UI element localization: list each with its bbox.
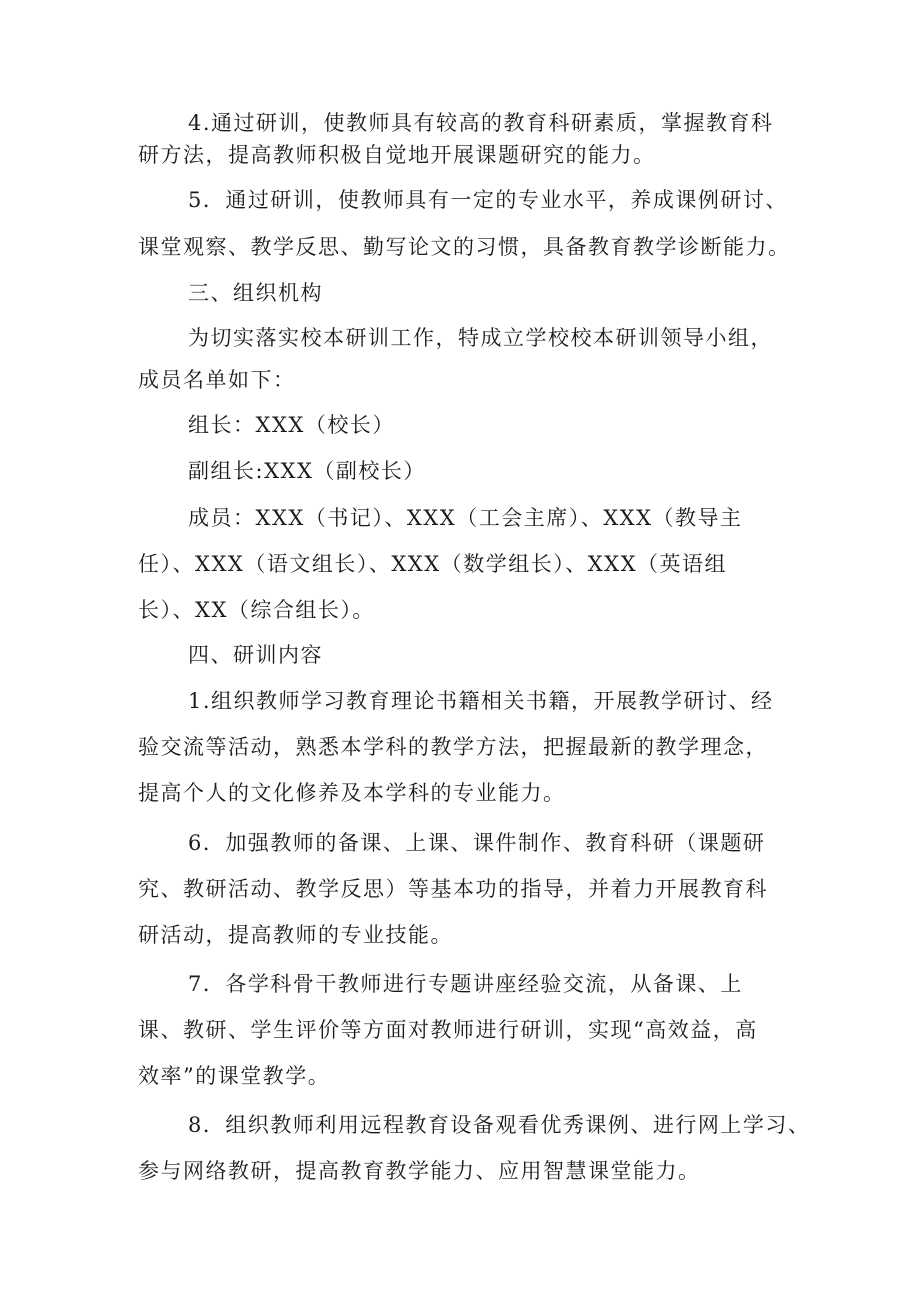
content-item-7-line-3: 效率”的课堂教学。 bbox=[138, 1064, 331, 1088]
section-heading-content: 四、研训内容 bbox=[188, 643, 323, 667]
content-item-1-line-3: 提高个人的文化修养及本学科的专业能力。 bbox=[138, 781, 566, 805]
content-item-1-line-2: 验交流等活动，熟悉本学科的教学方法，把握最新的教学理念， bbox=[138, 735, 768, 759]
members-line-2: 任）、XXX（语文组长）、XXX（数学组长）、XXX（英语组 bbox=[138, 552, 728, 576]
paragraph-4-line-1: 4.通过研训，使教师具有较高的教育科研素质，掌握教育科 bbox=[188, 111, 774, 135]
content-item-7-line-2: 课、教研、学生评价等方面对教师进行研训，实现“高效益，高 bbox=[138, 1018, 758, 1042]
organization-intro-line-2: 成员名单如下： bbox=[138, 368, 296, 392]
paragraph-5-line-2: 课堂观察、教学反思、勤写论文的习惯，具备教育教学诊断能力。 bbox=[138, 235, 791, 259]
content-item-1-line-1: 1.组织教师学习教育理论书籍相关书籍，开展教学研讨、经 bbox=[188, 689, 774, 713]
section-heading-organization: 三、组织机构 bbox=[188, 281, 323, 305]
content-item-8-line-1: 8．组织教师利用远程教育设备观看优秀课例、进行网上学习、 bbox=[188, 1113, 811, 1137]
paragraph-5-line-1: 5．通过研训，使教师具有一定的专业水平，养成课例研讨、 bbox=[188, 188, 788, 212]
members-line-3: 长）、XX（综合组长）。 bbox=[138, 598, 375, 622]
content-item-6-line-1: 6．加强教师的备课、上课、课件制作、教育科研（课题研 bbox=[188, 831, 766, 855]
group-leader-line: 组长：XXX（校长） bbox=[188, 413, 395, 437]
content-item-7-line-1: 7．各学科骨干教师进行专题讲座经验交流，从备课、上 bbox=[188, 972, 743, 996]
members-line-1: 成员：XXX（书记）、XXX（工会主席）、XXX（教导主 bbox=[188, 506, 743, 530]
paragraph-4-line-2: 研方法，提高教师积极自觉地开展课题研究的能力。 bbox=[138, 143, 656, 167]
content-item-6-line-2: 究、教研活动、教学反思）等基本功的指导，并着力开展教育科 bbox=[138, 877, 768, 901]
content-item-8-line-2: 参与网络教研，提高教育教学能力、应用智慧课堂能力。 bbox=[138, 1159, 701, 1183]
organization-intro-line-1: 为切实落实校本研训工作，特成立学校校本研训领导小组， bbox=[188, 326, 773, 350]
content-item-6-line-3: 研活动，提高教师的专业技能。 bbox=[138, 923, 453, 947]
deputy-leader-line: 副组长:XXX（副校长） bbox=[188, 459, 426, 483]
